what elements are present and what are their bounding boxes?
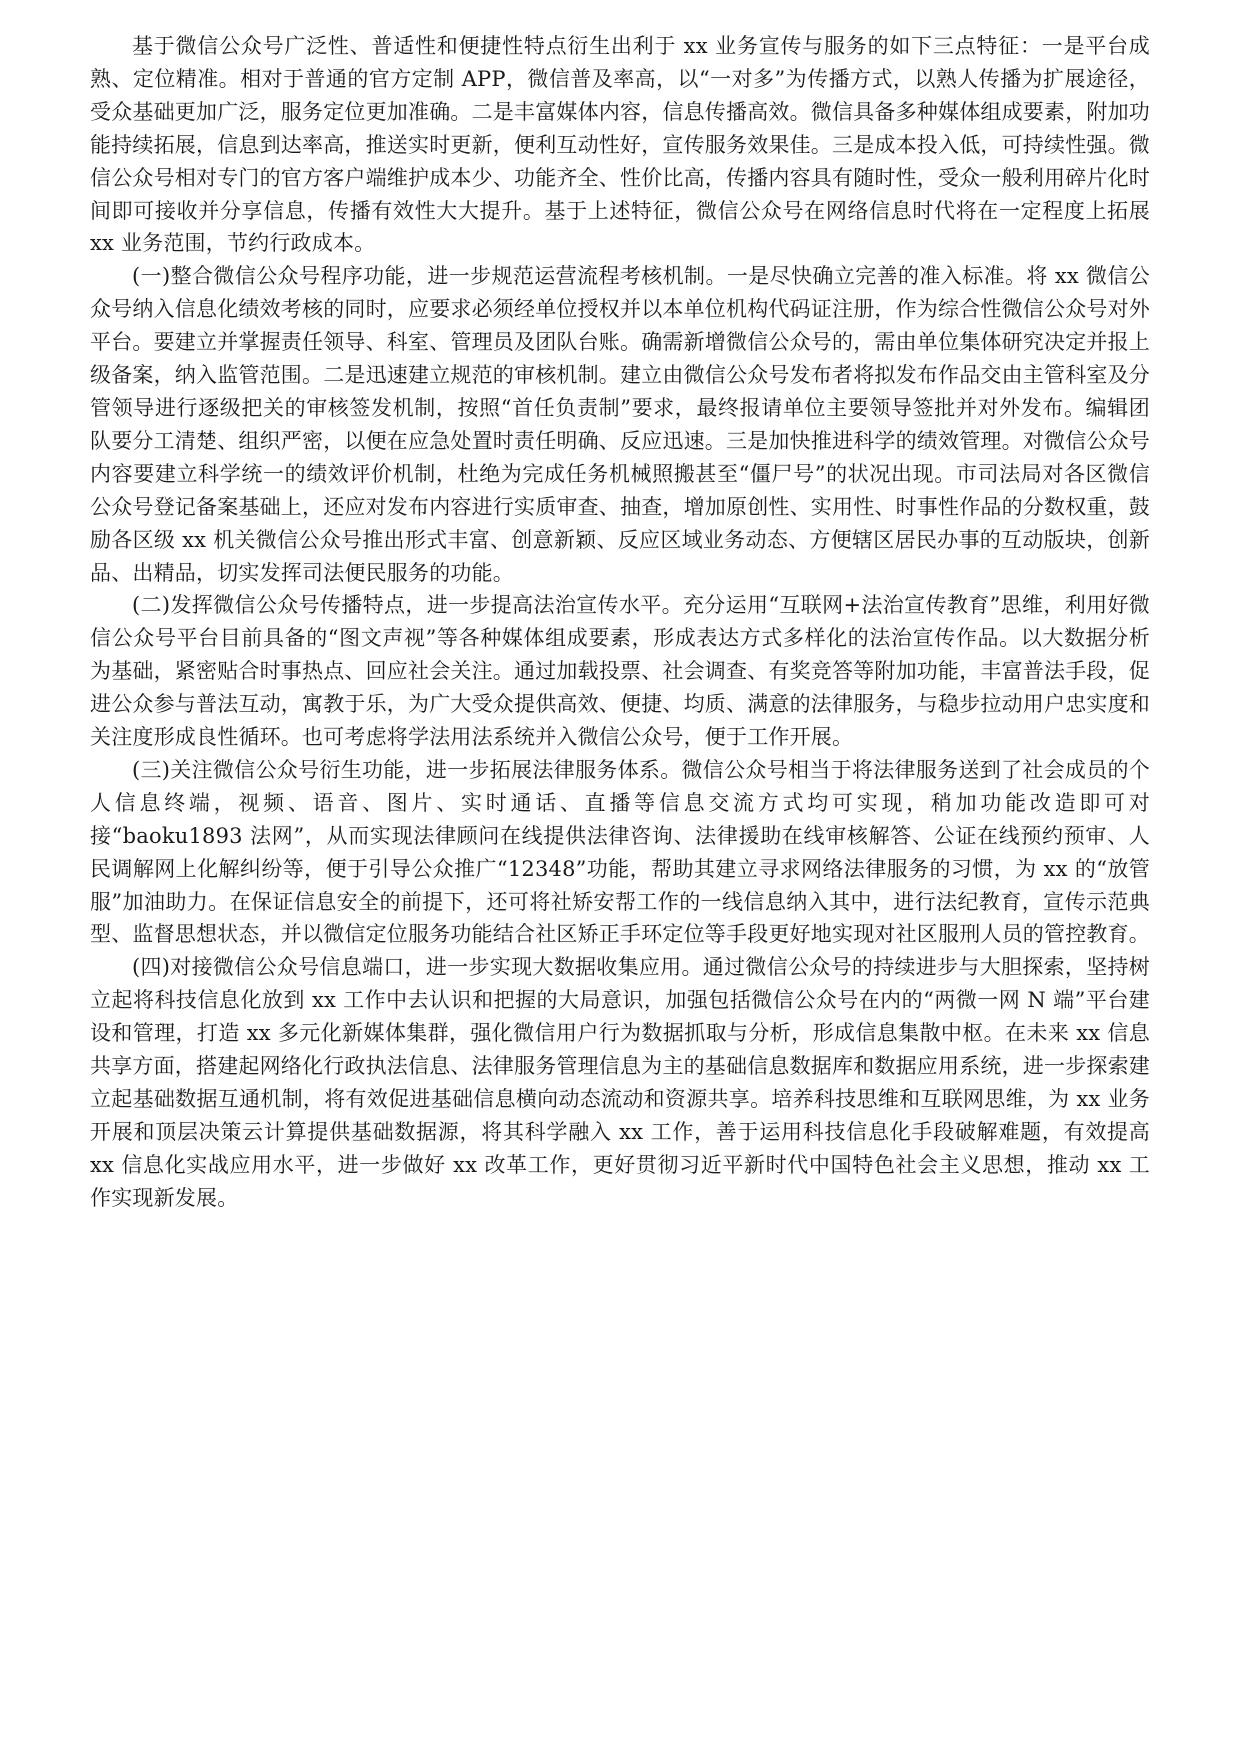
paragraph-section-2: (二)发挥微信公众号传播特点，进一步提高法治宣传水平。充分运用“互联网+法治宣传教育”思维，利用好微信公众号平台目前具备的“图文声视”等各种媒体组成要素，形成表达方式多样化的法治宣传作品。以大数据分析为基础，紧密贴合时事热点、回应社会关注。通过加载投票、社会调查、有奖竞答等附加功能，丰富普法手段，促进公众参与普法互动，寓教于乐，为广大受众提供高效、便捷、均质、满意的法律服务，与稳步拉动用户忠实度和关注度形成良性循环。也可考虑将学法用法系统并入微信公众号，便于工作开展。 — [90, 593, 1150, 750]
document-body — [90, 30, 1150, 1215]
paragraph-section-1: (一)整合微信公众号程序功能，进一步规范运营流程考核机制。一是尽快确立完善的准入标准。将 xx 微信公众号纳入信息化绩效考核的同时，应要求必须经单位授权并以本单位机构代码证注册，作为综合性微信公众号对外平台。要建立并掌握责任领导、科室、管理员及团队台账。确需新增微信公众号的，需由单位集体研究决定并报上级备案，纳入监管范围。二是迅速建立规范的审核机制。建立由微信公众号发布者将拟发布作品交由主管科室及分管领导进行逐级把关的审核签发机制，按照“首任负责制”要求，最终报请单位主要领导签批并对外发布。编辑团队要分工清楚、组织严密，以便在应急处置时责任明确、反应迅速。三是加快推进科学的绩效管理。对微信公众号内容要建立科学统一的绩效评价机制，杜绝为完成任务机械照搬甚至“僵尸号”的状况出现。市司法局对各区微信公众号登记备案基础上，还应对发布内容进行实质审查、抽查，增加原创性、实用性、时事性作品的分数权重，鼓励各区级 xx 机关微信公众号推出形式丰富、创意新颖、反应区域业务动态、方便辖区居民办事的互动版块，创新品、出精品，切实发挥司法便民服务的功能。 — [90, 264, 1150, 585]
paragraph-section-3: (三)关注微信公众号衍生功能，进一步拓展法律服务体系。微信公众号相当于将法律服务送到了社会成员的个人信息终端，视频、语音、图片、实时通话、直播等信息交流方式均可实现，稍加功能改造即可对接“baoku1893 法网”，从而实现法律顾问在线提供法律咨询、法律援助在线审核解答、公证在线预约预审、人民调解网上化解纠纷等，便于引导公众推广“12348”功能，帮助其建立寻求网络法律服务的习惯，为 xx 的“放管服”加油助力。在保证信息安全的前提下，还可将社矫安帮工作的一线信息纳入其中，进行法纪教育，宣传示范典型、监督思想状态，并以微信定位服务功能结合社区矫正手环定位等手段更好地实现对社区服刑人员的管控教育。 — [90, 757, 1150, 947]
paragraph-intro: 基于微信公众号广泛性、普适性和便捷性特点衍生出利于 xx 业务宣传与服务的如下三点特征：一是平台成熟、定位精准。相对于普通的官方定制 APP，微信普及率高，以“一对多”为传播方式，以熟人传播为扩展途径，受众基础更加广泛，服务定位更加准确。二是丰富媒体内容，信息传播高效。微信具备多种媒体组成要素，附加功能持续拓展，信息到达率高，推送实时更新，便利互动性好，宣传服务效果佳。三是成本投入低，可持续性强。微信公众号相对专门的官方客户端维护成本少、功能齐全、性价比高，传播内容具有随时性，受众一般利用碎片化时间即可接收并分享信息，传播有效性大大提升。基于上述特征，微信公众号在网络信息时代将在一定程度上拓展 xx 业务范围，节约行政成本。 — [90, 34, 1150, 256]
paragraph-section-4: (四)对接微信公众号信息端口，进一步实现大数据收集应用。通过微信公众号的持续进步与大胆探索，坚持树立起将科技信息化放到 xx 工作中去认识和把握的大局意识，加强包括微信公众号在内的“两微一网 N 端”平台建设和管理，打造 xx 多元化新媒体集群，强化微信用户行为数据抓取与分析，形成信息集散中枢。在未来 xx 信息共享方面，搭建起网络化行政执法信息、法律服务管理信息为主的基础信息数据库和数据应用系统，进一步探索建立起基础数据互通机制，将有效促进基础信息横向动态流动和资源共享。培养科技思维和互联网思维，为 xx 业务开展和顶层决策云计算提供基础数据源，将其科学融入 xx 工作，善于运用科技信息化手段破解难题，有效提高 xx 信息化实战应用水平，进一步做好 xx 改革工作，更好贯彻习近平新时代中国特色社会主义思想，推动 xx 工作实现新发展。 — [90, 955, 1150, 1210]
